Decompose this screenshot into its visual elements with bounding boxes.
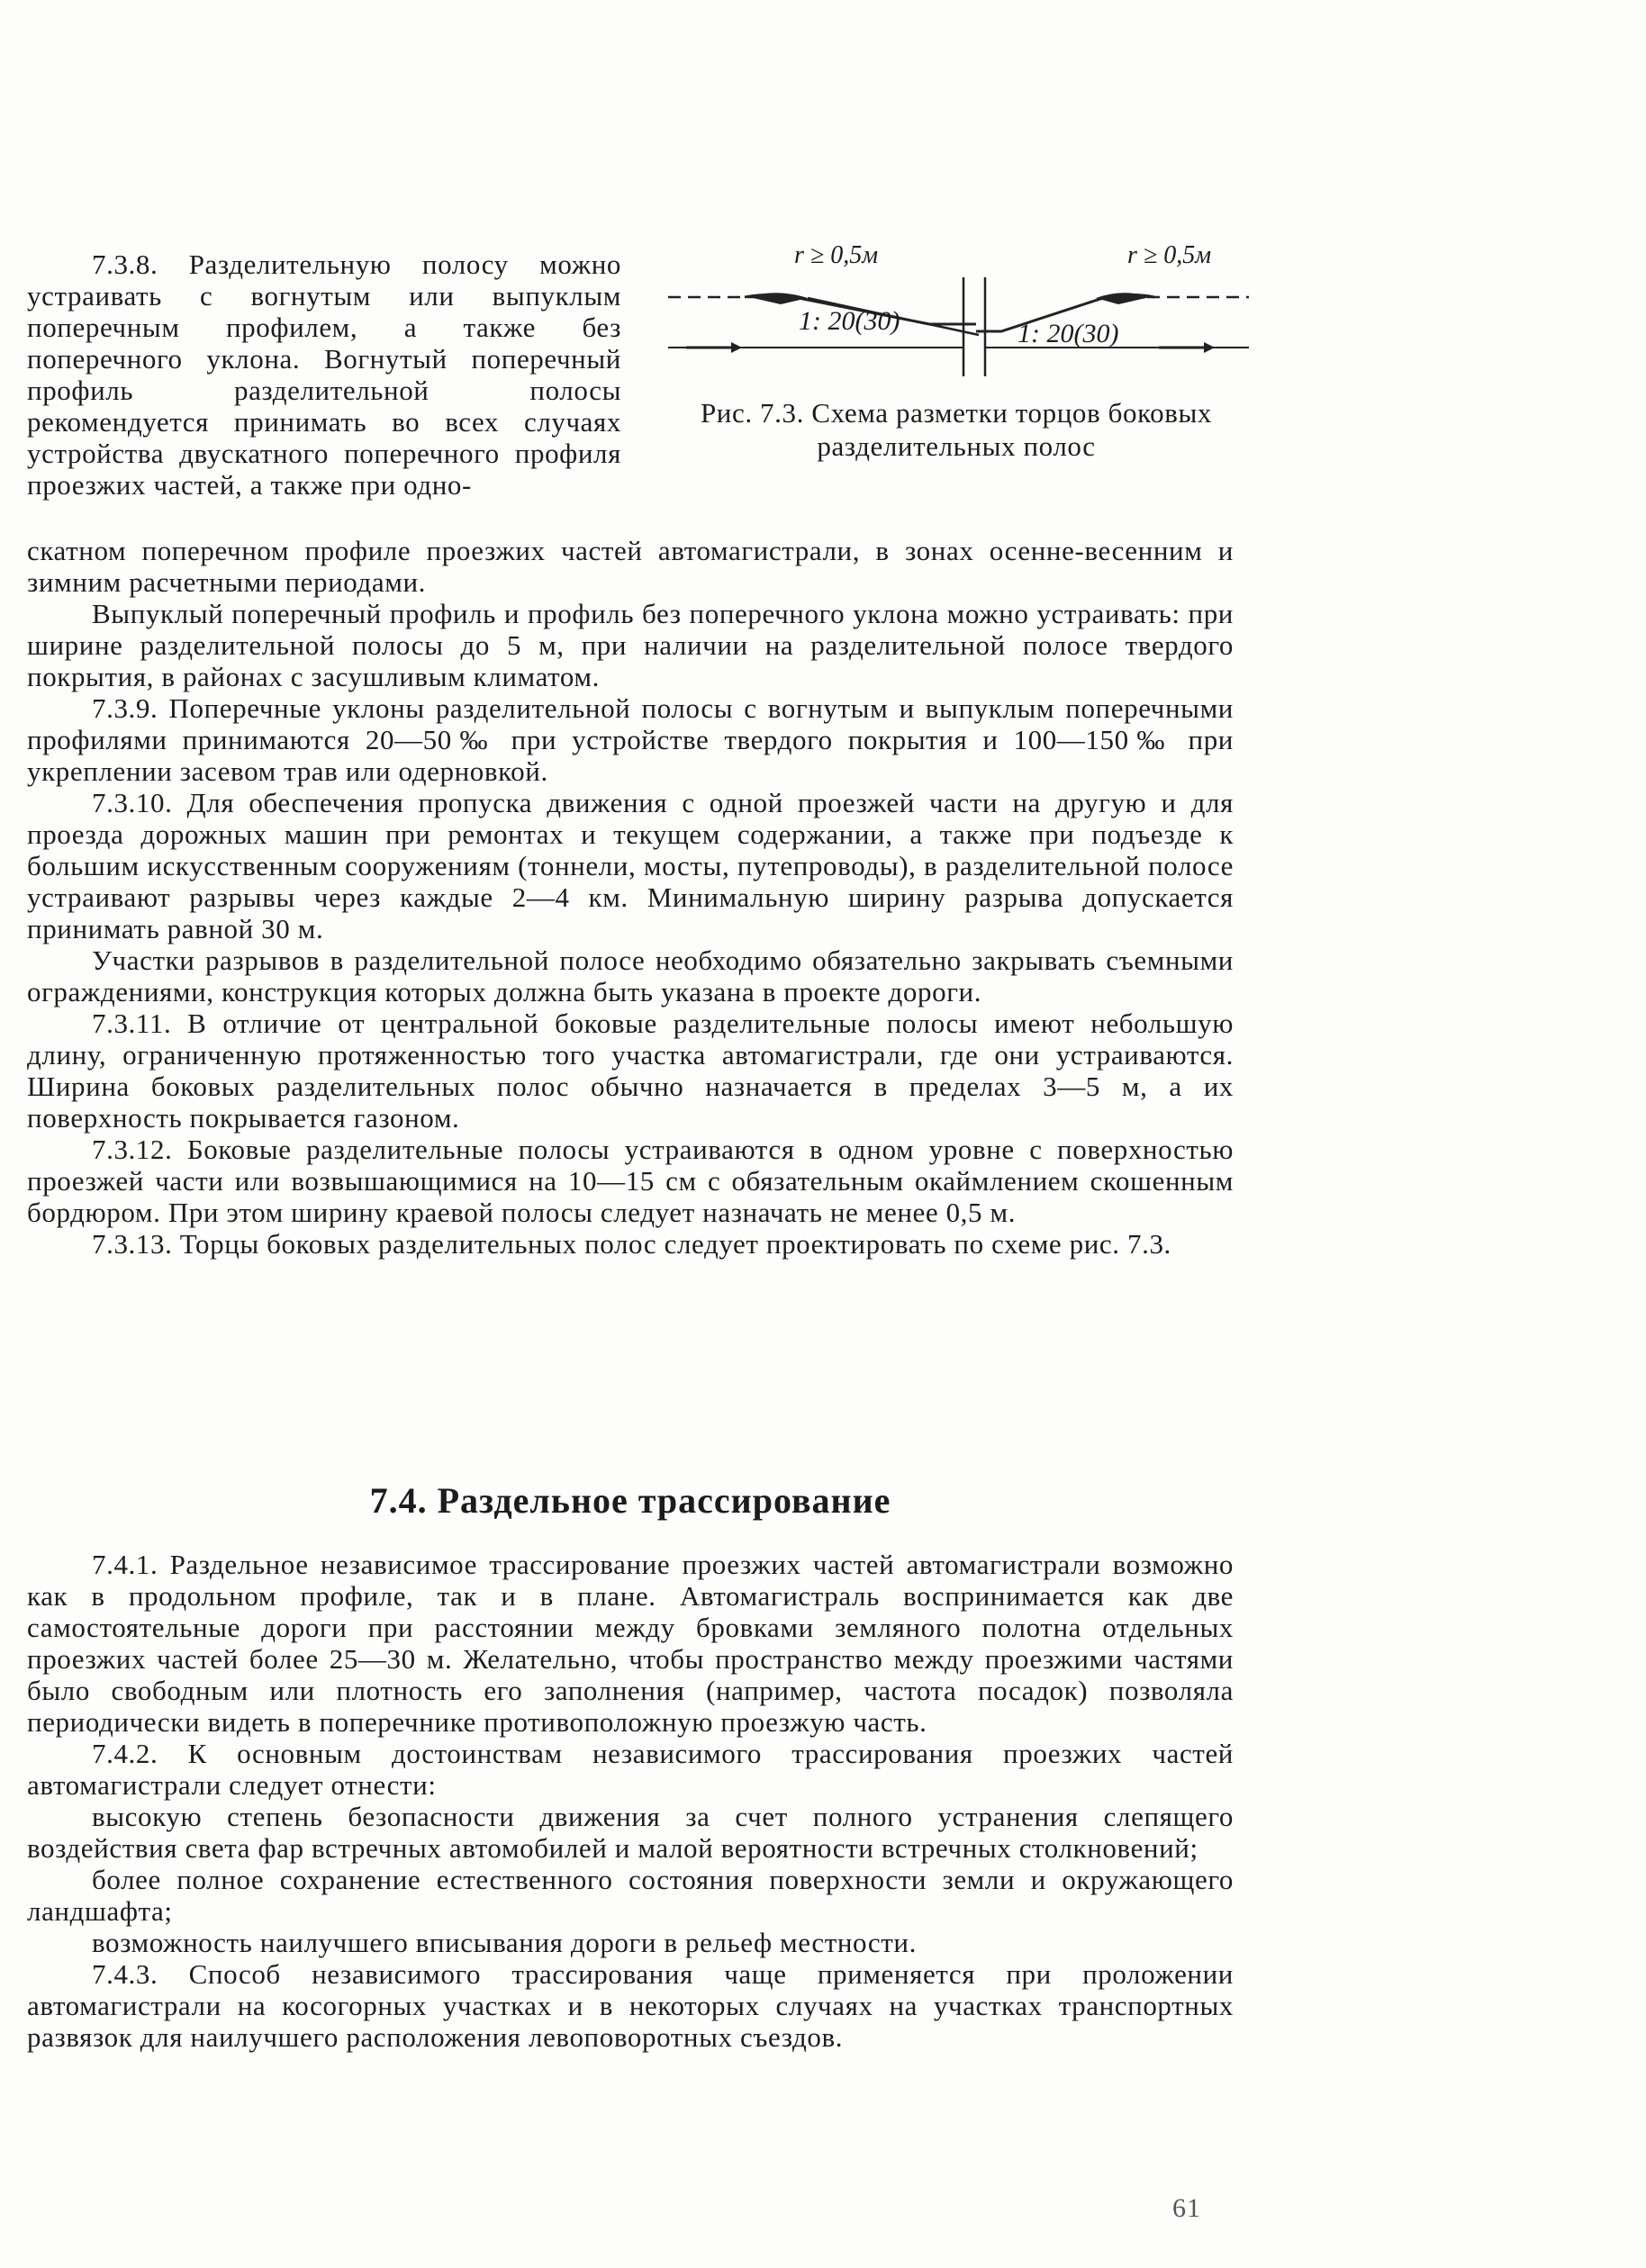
- section-heading: 7.4. Раздельное трассирование: [369, 1480, 891, 1521]
- slope-label-left: 1: 20(30): [799, 306, 900, 336]
- paragraph-7-4-2: 7.4.2. К основным достоинствам независимого трассирования проезжих частей автомагистрали следует отнести:: [27, 1738, 1234, 1801]
- paragraph-7-4-1: 7.4.1. Раздельное независимое трассирование проезжих частей автомагистрали возможно как в продольном профиле, так и в плане. Автомагистраль воспринимается как две самостоятельные дороги при расстоянии между бровками земляного полотна отдельных проезжих частей более 25—30 м. Желательно, чтобы пространство между проезжими частями было свободным или плотность его заполнения (например, частота посадок) позволяла периодически видеть в поперечнике противоположную проезжую часть.: [27, 1549, 1234, 1738]
- paragraph: скатном поперечном профиле проезжих частей автомагистрали, в зонах осенне-весенним и зимним расчетными периодами.: [27, 535, 1234, 598]
- paragraph-7-3-10: 7.3.10. Для обеспечения пропуска движения с одной проезжей части на другую и для проезда дорожных машин при ремонтах и текущем содержании, а также при подъезде к большим искусственным сооружениям (тоннели, мосты, путепроводы), в разделительной полосе устраивают разрывы через каждые 2—4 км. Минимальную ширину разрыва допускается принимать равной 30 м.: [27, 787, 1234, 944]
- road-marking-diagram: [659, 241, 1253, 385]
- section-body-text: [27, 1549, 1234, 2053]
- radius-label-left: r ≥ 0,5м: [794, 241, 879, 269]
- paragraph-7-3-13: 7.3.13. Торцы боковых разделительных полос следует проектировать по схеме рис. 7.3.: [92, 1228, 1171, 1260]
- list-item: высокую степень безопасности движения за счет полного устранения слепящего воздействия света фар встречных автомобилей и малой вероятности встречных столкновений;: [27, 1801, 1234, 1864]
- paragraph-7-3-9: 7.3.9. Поперечные уклоны разделительной полосы с вогнутым и выпуклым поперечными профилями принимаются 20—50‰ при устройстве твердого покрытия и 100—150‰ при укреплении засевом трав или одерновкой.: [27, 692, 1234, 787]
- paragraph-7-4-3: 7.4.3. Способ независимого трассирования чаще применяется при проложении автомагистрали на косогорных участках и в некоторых случаях на участках транспортных развязок для наилучшего расположения левоповоротных съездов.: [27, 1958, 1234, 2053]
- paragraph-7-3-11: 7.3.11. В отличие от центральной боковые разделительные полосы имеют небольшую длину, ограниченную протяженностью того участка автомагистрали, где они устраиваются. Ширина боковых разделительных полос обычно назначается в пределах 3—5 м, а их поверхность покрывается газоном.: [27, 1007, 1234, 1134]
- radius-label-right: r ≥ 0,5м: [1127, 241, 1212, 269]
- paragraph-7-3-12: 7.3.12. Боковые разделительные полосы устраиваются в одном уровне с поверхностью проезжей части или возвышающимися на 10—15 см с обязательным окаймлением скошенным бордюром. При этом ширину краевой полосы следует назначать не менее 0,5 м.: [27, 1134, 1234, 1228]
- page-number: 61: [1172, 2193, 1201, 2223]
- paragraph-7-3-8: 7.3.8. Разделительную полосу можно устраивать с вогнутым или выпуклым поперечным профилем, а также без поперечного уклона. Вогнутый поперечный профиль разделительной полосы рекомендуется принимать во всех случаях устройства двускатного поперечного профиля проезжих частей, а также при одно-: [27, 248, 621, 501]
- figure-7-3: [659, 241, 1253, 491]
- slope-label-right: 1: 20(30): [1017, 319, 1119, 348]
- list-item: более полное сохранение естественного состояния поверхности земли и окружающего ландшафта;: [27, 1864, 1234, 1927]
- wrapped-text-column: [27, 248, 621, 501]
- list-item: возможность наилучшего вписывания дороги в рельеф местности.: [92, 1927, 917, 1958]
- body-text: [27, 535, 1234, 1260]
- arrow-left-icon: [686, 342, 742, 353]
- paragraph: Участки разрывов в разделительной полосе необходимо обязательно закрывать съемными ограждениями, конструкция которых должна быть указана в проекте дороги.: [27, 944, 1234, 1007]
- figure-caption: Рис. 7.3. Схема разметки торцов боковых разделительных полос: [700, 397, 1213, 462]
- paragraph: Выпуклый поперечный профиль и профиль без поперечного уклона можно устраивать: при ширине разделительной полосы до 5 м, при наличии на разделительной полосе твердого покрытия, в районах с засушливым климатом.: [27, 598, 1234, 692]
- arrow-right-icon: [1159, 342, 1215, 353]
